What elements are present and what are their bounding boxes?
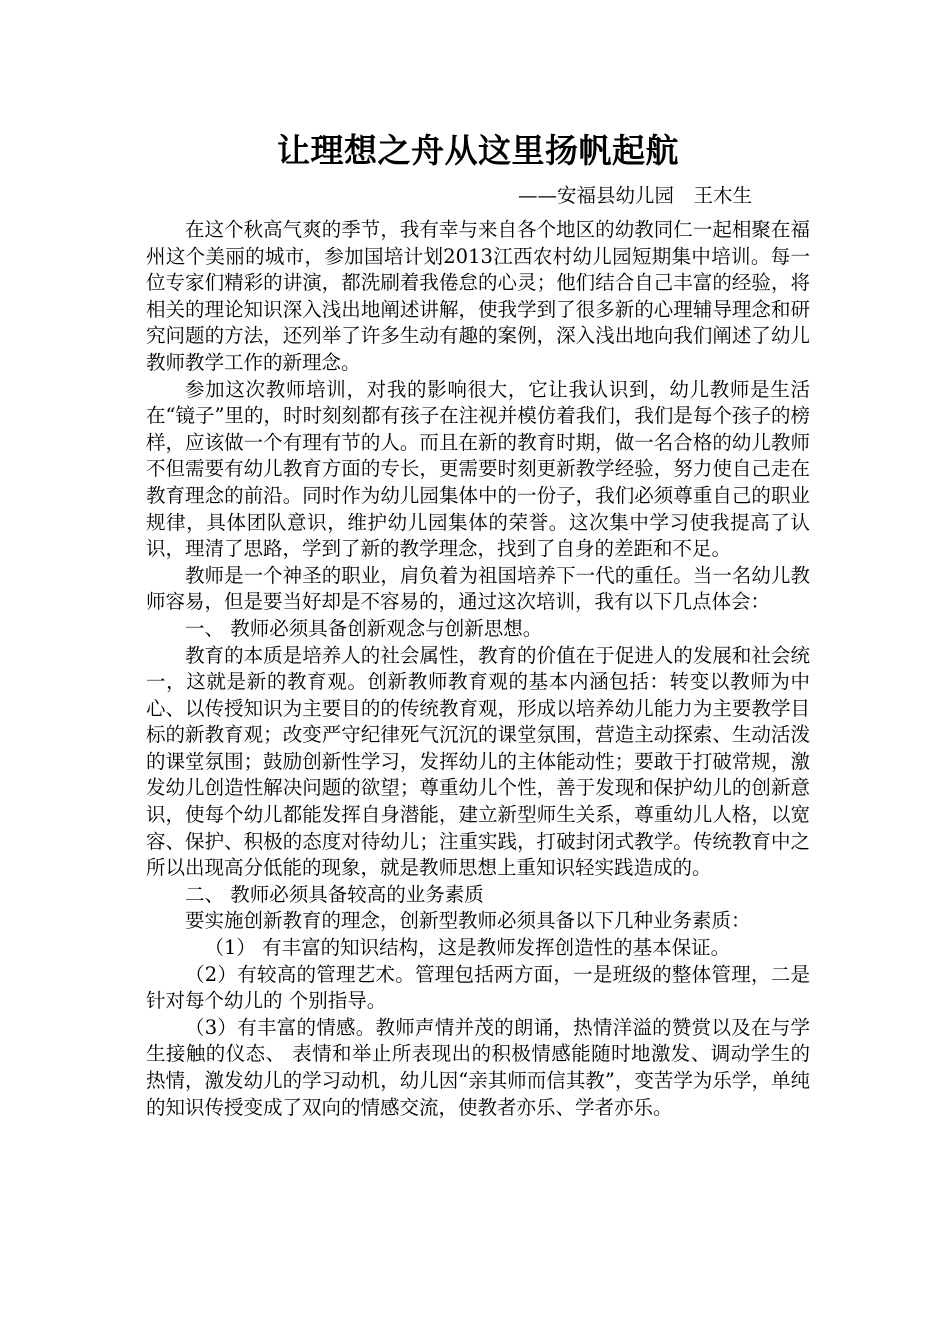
list-item-knowledge: （1） 有丰富的知识结构，这是教师发挥创造性的基本保证。 [204, 936, 731, 960]
list-item-management: （2）有较高的管理艺术。管理包括两方面，一是班级的整体管理，二是针对每个幼儿的 个别指导。 [146, 962, 810, 1013]
document-author: ——安福县幼儿园 王木生 [517, 184, 752, 207]
list-item-emotion: （3）有丰富的情感。教师声情并茂的朗诵，热情洋溢的赞赏以及在与学生接触的仪态、 表情和举止所表现出的积极情感能随时地激发、调动学生的热情，激发幼儿的学习动机，幼儿因“亲其师而信其教”，变苦学为乐学，单纯的知识传授变成了双向的情感交流，使教者亦乐、学者亦乐。 [146, 1015, 810, 1119]
document-page [146, 128, 810, 1121]
paragraph-profession: 教师是一个神圣的职业，肩负着为祖国培养下一代的重任。当一名幼儿教师容易，但是要当好却是不容易的，通过这次培训，我有以下几点体会： [146, 563, 810, 614]
document-title: 让理想之舟从这里扬帆起航 [277, 131, 679, 170]
paragraph-intro: 在这个秋高气爽的季节，我有幸与来自各个地区的幼教同仁一起相聚在福州这个美丽的城市，参加国培计划2013江西农村幼儿园短期集中培训。每一位专家们精彩的讲演，都洗刷着我倦怠的心灵；他们结合自己丰富的经验，将相关的理论知识深入浅出地阐述讲解，使我学到了很多新的心理辅导理念和研究问题的方法，还列举了许多生动有趣的案例，深入浅出地向我们阐述了幼儿教师教学工作的新理念。 [146, 218, 810, 374]
paragraph-impact: 参加这次教师培训，对我的影响很大，它让我认识到，幼儿教师是生活在“镜子”里的，时时刻刻都有孩子在注视并模仿着我们，我们是每个孩子的榜样，应该做一个有理有节的人。而且在新的教育时期，做一名合格的幼儿教师不但需要有幼儿教育方面的专长，更需要时刻更新教学经验，努力使自己走在教育理念的前沿。同时作为幼儿园集体中的一份子，我们必须尊重自己的职业规律，具体团队意识，维护幼儿园集体的荣誉。这次集中学习使我提高了认识，理清了思路，学到了新的教学理念，找到了自身的差距和不足。 [146, 377, 810, 561]
section-heading-2: 二、 教师必须具备较高的业务素质 [185, 882, 484, 906]
section-heading-1: 一、 教师必须具备创新观念与创新思想。 [185, 616, 543, 640]
paragraph-quality-intro: 要实施创新教育的理念，创新型教师必须具备以下几种业务素质： [185, 909, 751, 933]
paragraph-innovation: 教育的本质是培养人的社会属性，教育的价值在于促进人的发展和社会统一，这就是新的教育观。创新教师教育观的基本内涵包括：转变以教师为中心、以传授知识为主要目的的传统教育观，形成以培养幼儿能力为主要教学目标的新教育观；改变严守纪律死气沉沉的课堂氛围，营造主动探索、生动活泼的课堂氛围；鼓励创新性学习，发挥幼儿的主体能动性；要敢于打破常规，激发幼儿创造性解决问题的欲望；尊重幼儿个性，善于发现和保护幼儿的创新意识，使每个幼儿都能发挥自身潜能，建立新型师生关系，尊重幼儿人格，以宽容、保护、积极的态度对待幼儿；注重实践，打破封闭式教学。传统教育中之所以出现高分低能的现象，就是教师思想上重知识轻实践造成的。 [146, 643, 810, 880]
